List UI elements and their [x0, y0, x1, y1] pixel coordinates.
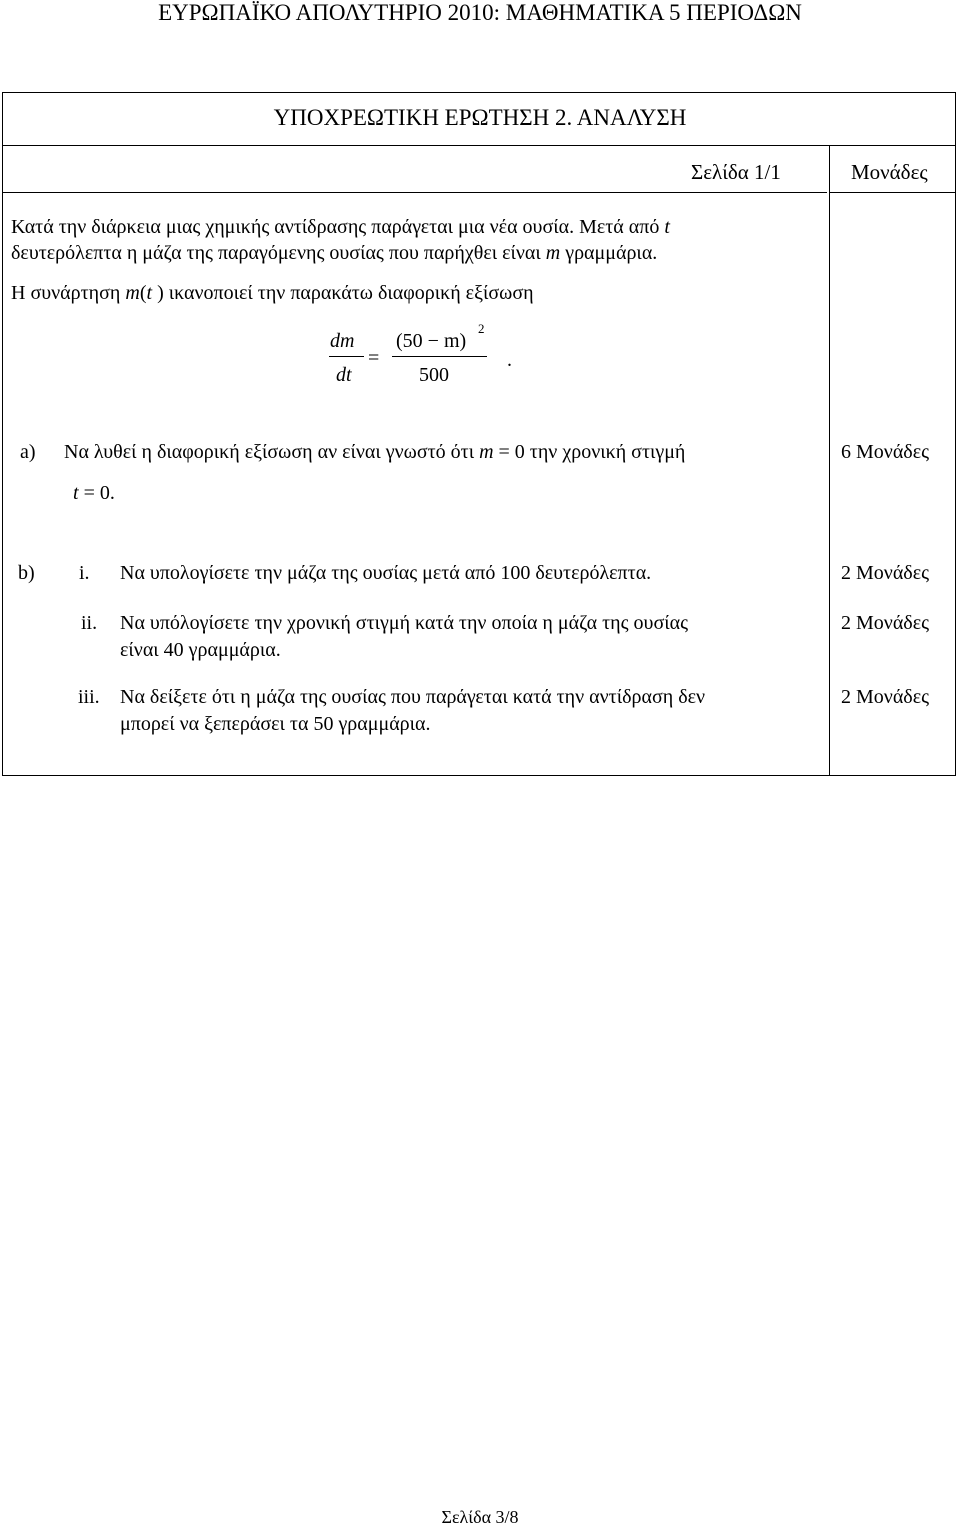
- part-b-iii-text-line-2: μπορεί να ξεπεράσει τα 50 γραμμάρια.: [120, 713, 431, 735]
- equation-lhs-denominator: dt: [336, 364, 352, 386]
- intro-line-1-text: Κατά την διάρκεια μιας χημικής αντίδρασης παράγεται μια νέα ουσία. Μετά από: [11, 216, 665, 238]
- part-a-line-1: [64, 441, 685, 464]
- part-b-iii-units: 2 Μονάδες: [841, 686, 930, 708]
- intro-line-3-end: ικανοποιεί την παρακάτω διαφορική εξίσωση: [163, 282, 534, 304]
- intro-line-1: [11, 216, 670, 239]
- part-b-ii-text-line-1: Να υπόλογίσετε την χρονική στιγμή κατά την οποία η μάζα της ουσίας: [120, 612, 688, 634]
- part-a-condition: = 0.: [78, 482, 115, 504]
- equation-lhs-fraction-bar: [329, 356, 364, 357]
- part-b-ii-units: 2 Μονάδες: [841, 612, 930, 634]
- variable-m: m: [479, 441, 494, 463]
- variable-t: t: [664, 216, 670, 238]
- equation-period: .: [507, 349, 512, 371]
- function-arg-t: t: [146, 282, 153, 304]
- question-box: [2, 92, 956, 776]
- part-a-label: a): [20, 441, 36, 463]
- equation-rhs-numerator: (50 − m): [396, 330, 467, 352]
- function-m: m: [125, 282, 140, 304]
- part-b-i-text: Να υπολογίσετε την μάζα της ουσίας μετά από 100 δευτερόλεπτα.: [120, 562, 652, 584]
- units-header-divider: [829, 192, 955, 193]
- intro-line-3: [11, 282, 534, 305]
- part-a-line-2: [73, 482, 115, 505]
- paren-close: ): [152, 282, 164, 304]
- part-b-label: b): [18, 562, 35, 584]
- page-of-label: Σελίδα 1/1: [691, 160, 781, 184]
- intro-line-2: [11, 242, 657, 265]
- part-b-iii-text-line-1: Να δείξετε ότι η μάζα της ουσίας που παράγεται κατά την αντίδραση δεν: [120, 686, 706, 708]
- document-header-title: ΕΥΡΩΠΑΪΚΟ ΑΠΟΛΥΤΗΡΙΟ 2010: ΜΑΘΗΜΑΤΙΚΑ 5 ΠΕΡΙΟΔΩΝ: [158, 0, 802, 25]
- equation-lhs-numerator: dm: [330, 330, 355, 352]
- header-row-divider: [3, 192, 827, 193]
- part-b-ii-roman: ii.: [81, 612, 98, 634]
- part-b-ii-text-line-2: είναι 40 γραμμάρια.: [120, 639, 281, 661]
- equation-rhs-denominator: 500: [419, 364, 449, 386]
- intro-line-3-text: Η συνάρτηση: [11, 282, 126, 304]
- title-divider: [3, 145, 955, 146]
- part-b-i-roman: i.: [79, 562, 90, 584]
- part-a-units: 6 Μονάδες: [841, 441, 930, 463]
- page-footer: Σελίδα 3/8: [441, 1507, 519, 1527]
- part-b-i-units: 2 Μονάδες: [841, 562, 930, 584]
- paren-open: (: [139, 282, 147, 304]
- units-column-header: Μονάδες: [851, 160, 928, 184]
- part-a-text-end: = 0 την χρονική στιγμή: [493, 441, 686, 463]
- equation-rhs-exponent: 2: [478, 321, 485, 336]
- intro-line-2-text: δευτερόλεπτα η μάζα της παραγόμενης ουσίας που παρήχθει είναι: [11, 242, 546, 264]
- part-b-iii-roman: iii.: [78, 686, 100, 708]
- question-title: ΥΠΟΧΡΕΩΤΙΚΗ ΕΡΩΤΗΣΗ 2. ΑΝΑΛΥΣΗ: [273, 105, 687, 130]
- variable-t: t: [73, 482, 79, 504]
- units-column-divider: [829, 145, 830, 775]
- variable-m: m: [545, 242, 561, 264]
- equation-equals: =: [368, 347, 380, 369]
- part-a-text: Να λυθεί η διαφορική εξίσωση αν είναι γνωστό ότι: [64, 441, 480, 463]
- equation-rhs-fraction-bar: [392, 356, 487, 357]
- intro-line-2-end: γραμμάρια.: [560, 242, 658, 264]
